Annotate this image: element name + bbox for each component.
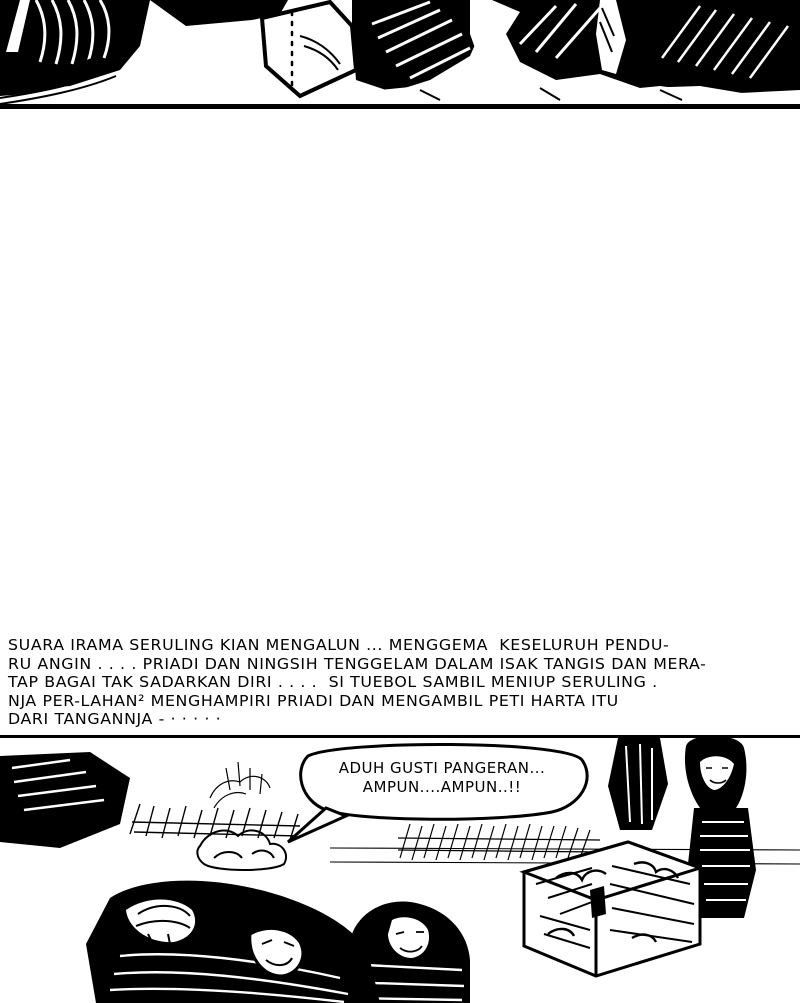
comic-panel-top [0, 0, 800, 109]
caption-line: DARI TANGANNJA - · · · · · [8, 710, 222, 728]
speech-line: AMPUN....AMPUN..!! [362, 778, 522, 796]
caption-line: SUARA IRAMA SERULING KIAN MENGALUN ... MENGGEMA KESELURUH PENDU- [8, 636, 670, 654]
speech-balloon [292, 748, 592, 810]
page-gutter [0, 109, 800, 636]
caption-line: NJA PER-LAHAN² MENGHAMPIRI PRIADI DAN MENGAMBIL PETI HARTA ITU [8, 691, 619, 710]
comic-panel-bottom [0, 735, 800, 1003]
speech-balloon-text [292, 759, 592, 797]
caption-line: RU ANGIN . . . . PRIADI DAN NINGSIH TENGGELAM DALAM ISAK TANGIS DAN MERA- [8, 654, 707, 673]
narration-caption [8, 636, 792, 732]
speech-line: ADUH GUSTI PANGERAN... [338, 759, 546, 777]
caption-line: TAP BAGAI TAK SADARKAN DIRI . . . . SI TUEBOL SAMBIL MENIUP SERULING . [8, 673, 658, 691]
top-panel-artwork [0, 0, 800, 104]
